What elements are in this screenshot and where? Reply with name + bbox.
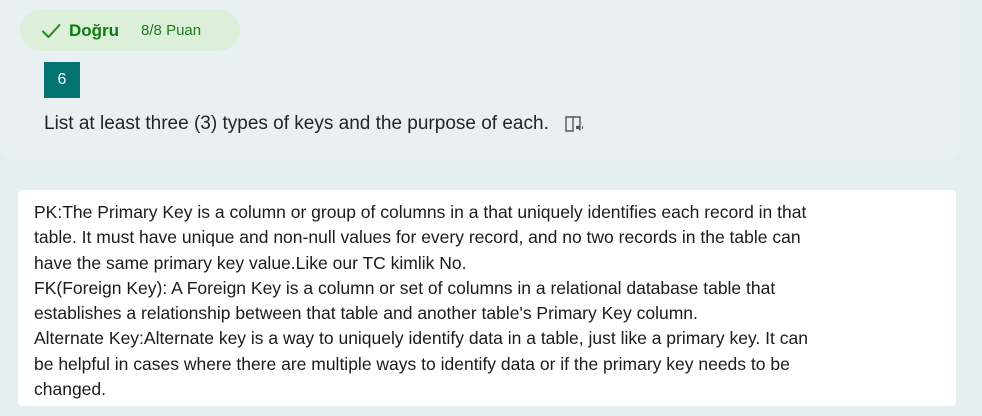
result-status-label: Doğru: [69, 20, 120, 40]
result-badge: [20, 10, 240, 51]
answer-line: be helpful in cases where there are multiple ways to identify data or if the primary key needs to be: [34, 353, 790, 374]
answer-box: [18, 190, 956, 406]
question-number: 6: [44, 62, 80, 98]
answer-line: PK:The Primary Key is a column or group of columns in a that uniquely identifies each record in that: [34, 202, 807, 222]
answer-line: changed.: [34, 379, 107, 400]
question-text: List at least three (3) types of keys and the purpose of each.: [44, 113, 549, 134]
answer-line: establishes a relationship between that table and another table's Primary Key column.: [34, 303, 698, 324]
answer-line: Alternate Key:Alternate key is a way to uniquely identify data in a table, just like a primary key. It can: [34, 328, 808, 349]
answer-line: FK(Foreign Key): A Foreign Key is a column or set of columns in a relational database table that: [34, 277, 776, 298]
score-label: 8/8 Puan: [141, 22, 202, 39]
answer-line: table. It must have unique and non-null values for every record, and no two records in the table can: [34, 227, 801, 248]
question-row: [44, 113, 585, 135]
immersive-reader-icon[interactable]: [563, 113, 585, 135]
question-card: [0, 0, 960, 160]
checkmark-icon: [40, 20, 62, 42]
answer-line: have the same primary key value.Like our TC kimlik No.: [34, 252, 467, 273]
